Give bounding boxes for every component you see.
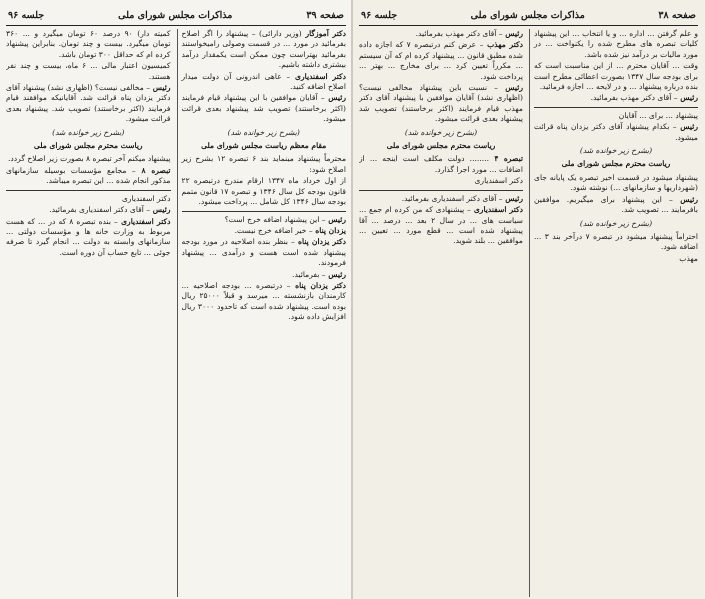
section-divider: [182, 211, 347, 212]
speaker-name: رئیس: [502, 29, 523, 38]
paragraph: [534, 232, 698, 253]
paragraph: [6, 128, 171, 138]
left-columns: [6, 26, 346, 597]
speaker-name: رئیس: [150, 205, 171, 215]
paragraph: [534, 195, 698, 216]
paragraph-text: – آقایان موافقین با این پیشنهاد قیام فرمایند (اکثر برخاستند) تصویب شد پیشنهاد بعدی قرائت میشود.: [181, 93, 346, 124]
paragraph: [359, 154, 523, 175]
paragraph: [6, 166, 171, 187]
paragraph-text: پیشنهاد میشود در قسمت اخیر تبصره یک پایانه جای (شهرداریها و سازمانهای ...) نوشته شود.: [534, 172, 698, 193]
right-columns: [359, 26, 698, 597]
left-running-head: [6, 6, 346, 26]
paragraph-group: [6, 194, 171, 258]
paragraph: [534, 173, 698, 194]
paragraph-text: و علم گرفتن ... اداره ... و یا انتخاب ... این پیشنهاد کلیات تبصره های مطرح شده را یکنواخت ... در مورد مالیات بر درآمد نیز شده باشد.: [534, 29, 698, 59]
paragraph-text: پیشنهاد ... برای ... آقایان: [618, 110, 698, 120]
paragraph: [182, 237, 347, 268]
paragraph-text: (وزیر دارائی) – پیشنهاد را اگر اصلاح بفرمائید در مورد ... در قسمت وصولی رامیخواستند بفرمائید بهتراست چون ممکن است یکمقدار درآمد بیشتری داشته باشیم.: [181, 29, 346, 70]
paragraph-text: – خیر اضافه خرج نیست.: [234, 225, 313, 235]
paragraph: [182, 154, 347, 175]
paragraph-group: [182, 29, 347, 208]
paragraph: [359, 40, 523, 82]
paragraph-text: – بنظر بنده اصلاحیه در مورد بودجه پیشنهاد شده است هست و درآمدی ... پیشنهاد فرمودند.: [181, 237, 346, 268]
paragraph: [182, 215, 347, 225]
session-number: جلسه ۹۶: [8, 9, 45, 21]
paragraph-text: – درتبصره ... بودجه اصلاحیه ... کارمندان بازنشسته ... میرسد و قبلاً ۲۵۰۰۰ ریال بوده است. پیشنهاد شده است که تاحدود ۳۰۰۰ ریال افزایش داده شود.: [181, 280, 346, 322]
paragraph-text: – پیشنهادی که من کرده ام جمع ... سیاست های ... در سال ۲ بعد ... درصد ... آقا پیشنهاد شده است ... قطع مورد ... تعیین ... موافقین ... بلند شوید.: [359, 205, 523, 246]
paragraph: [359, 176, 523, 186]
right-page: [352, 0, 704, 599]
speaker-name: رئیس: [672, 194, 698, 204]
paragraph-text: از اول خرداد ماه ۱۳۴۷ ارقام مندرج درتبصره ۲۲ قانون بودجه کل سال ۱۳۴۶ و تبصره ۱۷ قانون متمم بودجه سال ۱۳۴۶ کل شامل ... پرداخت میشود.: [181, 176, 346, 207]
paragraph-text: مقام معظم ریاست مجلس شورای ملی: [201, 141, 327, 151]
paragraph: [182, 226, 347, 236]
right-running-head: [359, 6, 698, 26]
paragraph: [182, 270, 347, 280]
paragraph-text: ریاست محترم مجلس شورای ملی: [561, 159, 671, 169]
left-page-col-right: [177, 29, 347, 597]
speaker-name: دکتر اسفندیاری: [117, 216, 171, 226]
speaker-name: رئیس: [325, 269, 346, 279]
paragraph: [359, 194, 523, 204]
section-divider: [534, 107, 698, 108]
speaker-name: رئیس: [150, 83, 171, 93]
paragraph: [6, 154, 171, 164]
paragraph-text: – عرض کنم درتبصره ۷ که اجازه داده شده مطبق قانون ... پیشنهاد کرده ام که آن سیستم ... مکرراً تعیین کرد ... برای مخارج ... بهتر ... پرداخت شود.: [359, 40, 523, 81]
speaker-name: دکتر اسفندیاری: [290, 71, 346, 81]
left-page: [0, 0, 352, 599]
paragraph: [182, 128, 347, 138]
paragraph-text: کمیته دار) ۹۰ درصد ۶۰ تومان میگیرد و ... ۳۶۰ تومان میگیرد. بیست و چند تومان. بنابراین پیشنهاد کرده ام که حداقل ۳۰۰ تومان باشد.: [6, 29, 171, 59]
paragraph: [534, 254, 698, 264]
speaker-name: دکتر اسفندیاری: [470, 205, 523, 215]
paragraph-text: (بشرح زیر خوانده شد): [404, 127, 478, 137]
paragraph-text: – بفرمائید.: [292, 269, 326, 279]
paragraph-text: – آقای دکتر مهذب بفرمائید.: [590, 93, 678, 103]
paragraph: [182, 93, 347, 124]
page-number: صفحه ۳۸: [658, 9, 696, 21]
paragraph-text: مهذب: [679, 253, 698, 263]
paragraph-text: – آقای دکتر اسفندیاری بفرمائید.: [49, 205, 151, 215]
paragraph-group: [534, 29, 698, 104]
paragraph-text: ریاست محترم مجلس شورای ملی: [386, 141, 496, 151]
speaker-name: رئیس: [325, 214, 346, 224]
paragraph: [534, 93, 698, 103]
paragraph-text: – بکدام پیشنهاد آقای دکتر یزدان پناه قرائت میشود.: [534, 122, 698, 142]
paragraph-text: ریاست محترم مجلس شورای ملی: [33, 141, 143, 151]
section-divider: [6, 190, 171, 191]
speaker-name: دکتر یزدان پناه: [294, 237, 346, 247]
paragraph: [6, 141, 171, 151]
paragraph: [6, 205, 171, 215]
paragraph-text: (بشرح زیر خوانده شد): [52, 127, 125, 137]
paragraph: [6, 29, 171, 60]
paragraph: [182, 141, 347, 151]
paragraph-text: ........ دولت مکلف است اینجه ... از اضافات ... مورد اجرا گذارد.: [359, 154, 523, 174]
paragraph: [534, 61, 698, 92]
session-number: جلسه ۹۶: [361, 9, 398, 21]
paragraph-text: – این پیشنهاد برای میگیریم. موافقین بافرمایند ... تصویب شد.: [534, 194, 698, 215]
speaker-name: رئیس: [497, 83, 523, 93]
speaker-name: دکتر مهذب: [483, 40, 523, 50]
paragraph: [182, 176, 347, 207]
right-page-col-left: [359, 29, 523, 597]
paragraph: [6, 217, 171, 259]
speaker-name: تبصره ۸: [135, 165, 171, 175]
speaker-name: رئیس: [324, 93, 346, 103]
speaker-name: رئیس: [677, 93, 698, 103]
paragraph-text: – عاهی اندرونی آن دولت میدار اصلاح اضافه کنید.: [181, 71, 346, 92]
paragraph-text: (بشرح زیر خوانده شد): [579, 146, 653, 156]
paragraph: [534, 159, 698, 169]
paragraph: [359, 83, 523, 125]
paragraph-text: – آقای دکتر اسفندیاری بفرمائید.: [401, 193, 503, 203]
paragraph: [534, 29, 698, 60]
paragraph-text: دکتر اسفندیاری: [474, 176, 523, 186]
speaker-name: رئیس: [502, 193, 523, 203]
paragraph: [359, 205, 523, 247]
paragraph-text: وقت ... آقایان محترم ... از این مناسبت است که برای بودجه سال ۱۳۴۷ بصورت اعطائی مطرح است بنده درباره پیشنهاد ... و در لایحه ... اجازه فرمائید.: [534, 61, 698, 92]
speaker-name: دکتر یزدان پناه: [290, 280, 346, 290]
paragraph: [6, 83, 171, 125]
paragraph: [359, 141, 523, 151]
speaker-name: تبصره ۴: [489, 154, 523, 164]
paragraph: [534, 219, 698, 229]
speaker-name: رئیس: [676, 122, 698, 132]
paragraph-text: – نسبت باین پیشنهاد مخالفی نیست؟ (اظهاری نشد) آقایان موافقین با پیشنهاد آقای دکتر مهذب قیام فرمایند (اکثر برخاستند) تصویب شد پیشنهاد بعدی قرائت میشود.: [359, 83, 523, 124]
right-page-col-right: [529, 29, 698, 597]
paragraph-group: [359, 29, 523, 187]
paragraph-group: [534, 111, 698, 264]
paragraph-text: – آقای دکتر مهذب بفرمائید.: [415, 29, 503, 38]
left-page-col-left: [6, 29, 171, 597]
paragraph: [182, 72, 347, 93]
paragraph: [182, 29, 347, 71]
paragraph-text: احتراماً پیشنهاد میشود در تبصره ۷ درآخر بند ۳ ... اضافه شود.: [534, 231, 698, 252]
paragraph-text: (بشرح زیر خوانده شد): [227, 127, 300, 137]
paragraph-text: – بنده تبصره ۸ که در ... که هست مربوط به وزارت خانه ها و مؤسسات دولتی ... سازمانهای وابسته به دولت ... انجام گیرد تا صرفه جوئی ... تابع حساب آن دوره است.: [6, 216, 171, 257]
paragraph-text: کمیسیون اعتبار مالی ... ۶ ماه، بیست و چند نفر هستند.: [6, 61, 171, 81]
paragraph-text: (بشرح زیر خوانده شد): [579, 218, 653, 228]
paragraph-text: دکتر اسفندیاری: [121, 193, 171, 203]
paragraph-group: [182, 215, 347, 323]
paragraph-group: [6, 29, 171, 187]
paragraph: [534, 122, 698, 143]
paragraph-text: – مخالفی نیست؟ (اظهاری نشد) پیشنهاد آقای دکتر یزدان پناه قرائت شد. آقایانیکه موافقند قیام فرمایند (اکثر برخاستند) تصویب شد. پیشنهاد بعدی قرائت میشود.: [6, 83, 171, 124]
paragraph: [6, 61, 171, 82]
paragraph-text: پیشنهاد میکنم آخر تبصره ۸ بصورت زیر اصلاح گردد.: [7, 154, 171, 164]
paragraph: [359, 29, 523, 39]
paragraph: [359, 128, 523, 138]
speaker-name: یزدان پناه: [312, 225, 346, 235]
paragraph-text: – این پیشنهاد اضافه خرج است؟: [224, 214, 326, 224]
paragraph-group: [359, 194, 523, 247]
journal-title: مذاکرات مجلس شورای ملی: [470, 9, 585, 21]
page-number: صفحه ۳۹: [306, 9, 344, 21]
speaker-name: دکتر آموزگار: [301, 29, 346, 38]
paragraph-text: – مجامع مؤسسات بوسیله سازمانهای مذکور انجام شده ... این تبصره میباشد.: [6, 165, 171, 186]
paragraph: [534, 111, 698, 121]
paragraph: [6, 194, 171, 204]
paragraph: [182, 281, 347, 323]
paragraph-text: محترماً پیشنهاد مینماید بند ۶ تبصره ۱۲ بشرح زیر اصلاح شود:: [181, 154, 346, 174]
journal-title: مذاکرات مجلس شورای ملی: [118, 9, 233, 21]
section-divider: [359, 190, 523, 191]
paragraph: [534, 146, 698, 156]
